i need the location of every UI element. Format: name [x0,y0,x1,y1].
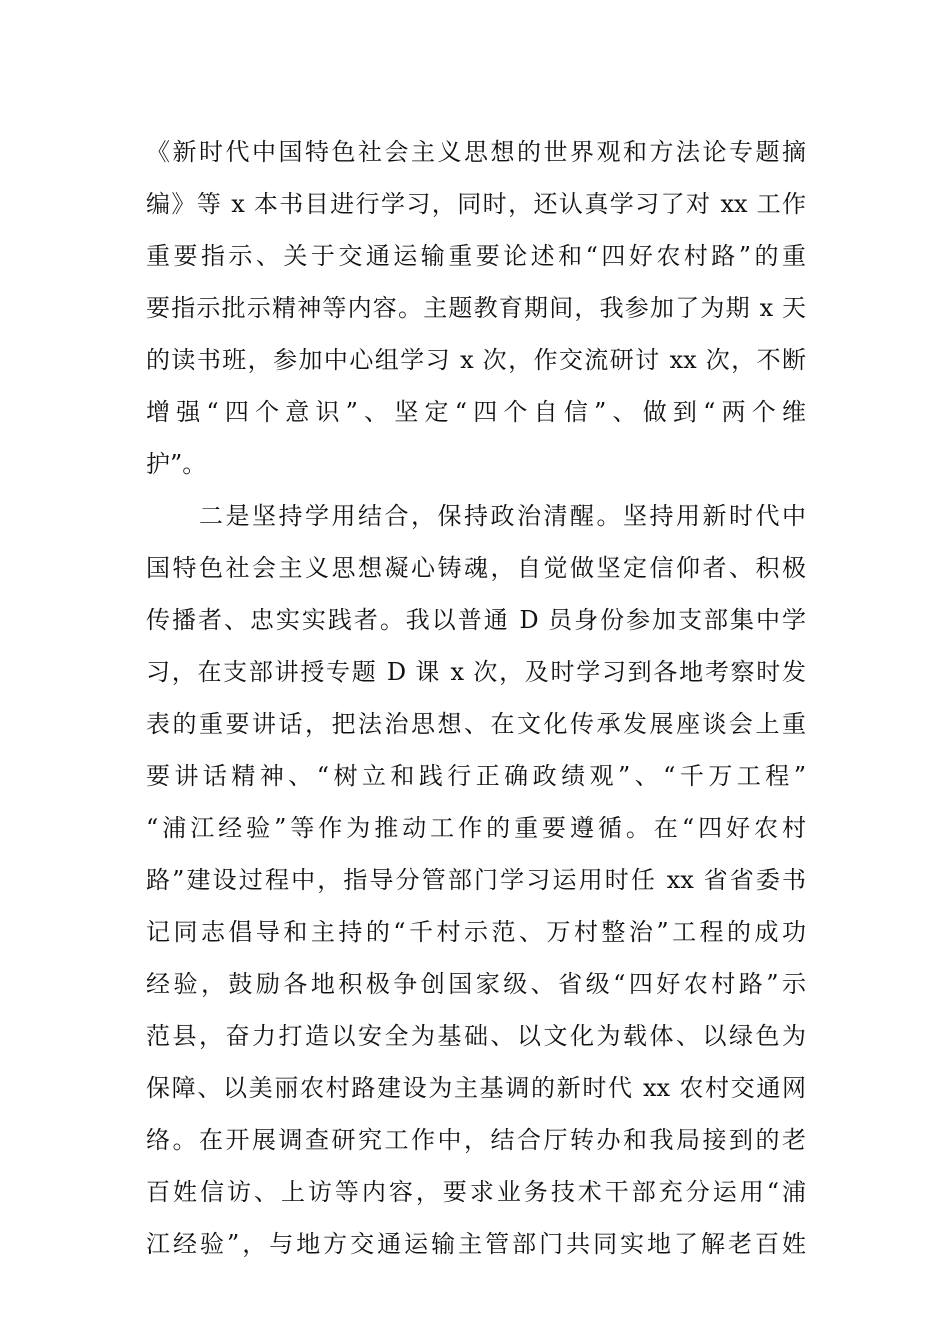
text-line: 百姓信访、上访等内容，要求业务技术干部充分运用“浦 [146,1178,806,1206]
text-line: 络。在开展调查研究工作中，结合厅转办和我局接到的老 [146,1126,806,1154]
text-line: 保障、以美丽农村路建设为主基调的新时代 xx 农村交通网 [146,1074,806,1102]
text-line: 路”建设过程中，指导分管部门学习运用时任 xx 省省委书 [146,866,806,894]
text-line: 重要指示、关于交通运输重要论述和“四好农村路”的重 [146,242,806,270]
text-line: 增强“四个意识”、坚定“四个自信”、做到“两个维 [146,398,806,426]
text-line: 国特色社会主义思想凝心铸魂，自觉做坚定信仰者、积极 [146,554,806,582]
text-line: 范县，奋力打造以安全为基础、以文化为载体、以绿色为 [146,1022,806,1050]
text-line: 江经验”，与地方交通运输主管部门共同实地了解老百姓 [146,1230,806,1258]
text-line: 编》等 x 本书目进行学习，同时，还认真学习了对 xx 工作 [146,190,806,218]
text-line: 要指示批示精神等内容。主题教育期间，我参加了为期 x 天 [146,294,806,322]
text-line: 要讲话精神、“树立和践行正确政绩观”、“千万工程” [146,762,806,790]
text-line: “浦江经验”等作为推动工作的重要遵循。在“四好农村 [146,814,806,842]
text-line: 《新时代中国特色社会主义思想的世界观和方法论专题摘 [146,138,806,166]
text-line: 记同志倡导和主持的“千村示范、万村整治”工程的成功 [146,918,806,946]
text-line: 传播者、忠实实践者。我以普通 D 员身份参加支部集中学 [146,606,806,634]
paragraph-start-line: 二是坚持学用结合，保持政治清醒。坚持用新时代中 [146,502,806,530]
text-line: 习，在支部讲授专题 D 课 x 次，及时学习到各地考察时发 [146,658,806,686]
text-line: 表的重要讲话，把法治思想、在文化传承发展座谈会上重 [146,710,806,738]
text-line: 护”。 [146,450,207,478]
text-line: 的读书班，参加中心组学习 x 次，作交流研讨 xx 次，不断 [146,346,806,374]
text-line: 经验，鼓励各地积极争创国家级、省级“四好农村路”示 [146,970,806,998]
